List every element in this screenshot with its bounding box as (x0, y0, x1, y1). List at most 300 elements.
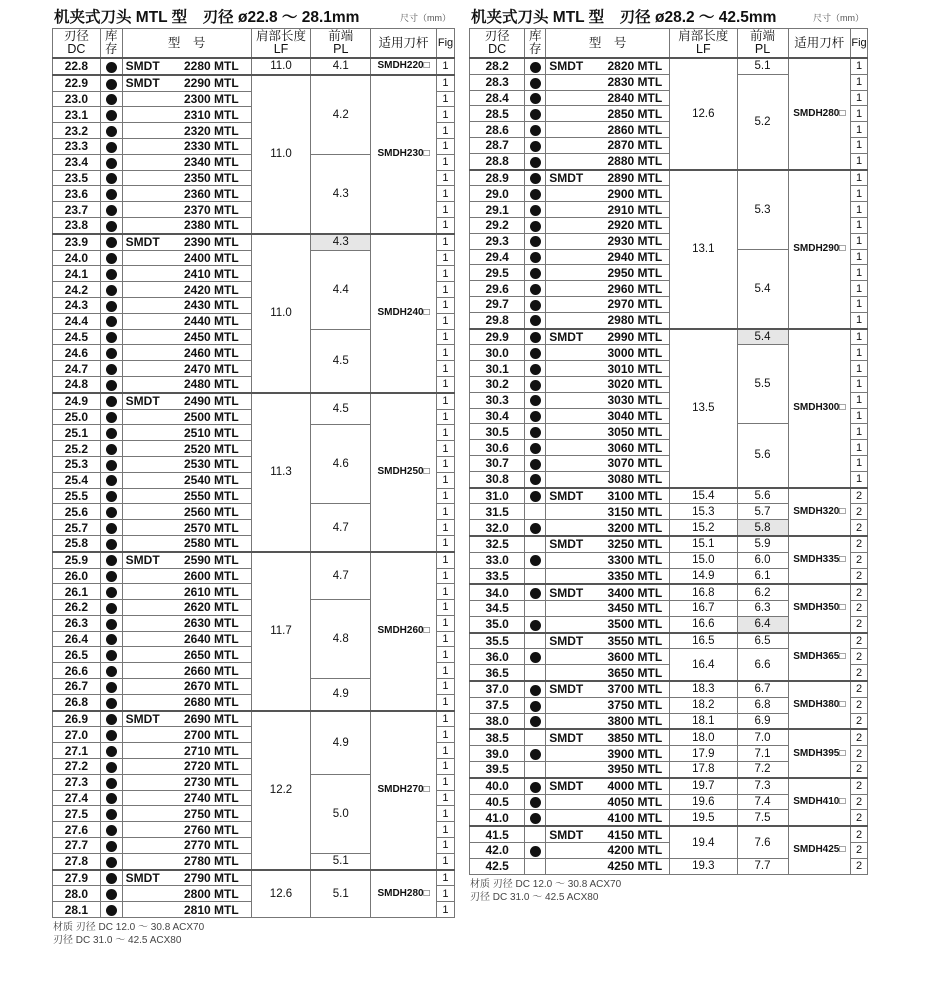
pl-cell: 7.3 (737, 778, 788, 794)
stock-cell (525, 552, 546, 568)
model-cell (546, 440, 670, 456)
stock-dot-icon (530, 315, 541, 326)
model-cell (122, 472, 251, 488)
model-cell (122, 488, 251, 504)
left-panel (52, 0, 455, 947)
model-cell (546, 616, 670, 632)
model-cell (122, 584, 251, 600)
model-cell (122, 441, 251, 457)
model-cell (546, 392, 670, 408)
model-number: 2970 MTL (607, 297, 663, 312)
fig-cell: 1 (851, 106, 868, 122)
dc-cell: 26.9 (53, 711, 101, 727)
stock-dot-icon (530, 588, 541, 599)
fig-cell: 1 (436, 727, 454, 743)
dc-cell: 24.8 (53, 376, 101, 392)
fig-cell: 1 (851, 58, 868, 74)
model-number: 2380 MTL (183, 218, 239, 233)
dc-cell: 29.9 (470, 329, 525, 345)
stock-dot-icon (530, 555, 541, 566)
stock-cell (100, 266, 122, 282)
stock-cell (100, 202, 122, 218)
model-cell (122, 727, 251, 743)
stock-dot-icon (106, 714, 117, 725)
note-line-1: 材质 刃径 DC 12.0 ～ 30.8 ACX70 (470, 878, 622, 890)
model-number: 2840 MTL (607, 90, 663, 105)
lf-cell: 16.6 (670, 616, 737, 632)
model-cell (122, 870, 251, 886)
dc-cell: 31.0 (470, 488, 525, 504)
dc-cell: 29.8 (470, 312, 525, 328)
pl-cell: 4.9 (311, 679, 371, 711)
fig-cell: 1 (436, 552, 454, 568)
fig-cell: 1 (851, 312, 868, 328)
model-number: 2610 MTL (183, 584, 239, 599)
stock-cell (100, 186, 122, 202)
model-number: 4000 MTL (607, 779, 663, 794)
stock-dot-icon (106, 889, 117, 900)
stock-cell (100, 759, 122, 775)
fig-cell: 1 (436, 838, 454, 854)
model-number: 3900 MTL (607, 746, 663, 761)
model-cell (122, 154, 251, 170)
fig-cell: 1 (436, 902, 454, 918)
holder-cell: SMDH350□ (788, 584, 851, 632)
model-cell (546, 746, 670, 762)
stock-dot-icon (106, 698, 117, 709)
dc-cell: 24.7 (53, 361, 101, 377)
table-body (470, 58, 868, 874)
header-fig: Fig (851, 29, 868, 59)
model-cell (122, 568, 251, 584)
model-number: 2960 MTL (607, 281, 663, 296)
table-row (470, 58, 868, 74)
holder-cell: SMDH250□ (371, 393, 437, 552)
model-number: 3600 MTL (607, 649, 663, 664)
stock-dot-icon (106, 205, 117, 216)
stock-dot-icon (530, 846, 541, 857)
dc-cell: 39.0 (470, 746, 525, 762)
model-prefix: SMDT (125, 76, 160, 91)
dc-cell: 27.5 (53, 806, 101, 822)
model-number: 2690 MTL (183, 712, 239, 727)
fig-cell: 1 (436, 504, 454, 520)
fig-cell: 1 (851, 471, 868, 487)
dc-cell: 27.6 (53, 822, 101, 838)
model-cell (546, 471, 670, 487)
pl-cell: 5.3 (737, 170, 788, 249)
stock-cell (525, 858, 546, 874)
dc-cell: 30.0 (470, 345, 525, 361)
dc-cell: 39.5 (470, 762, 525, 778)
lf-cell: 18.2 (670, 697, 737, 713)
model-cell (546, 74, 670, 90)
model-number: 2520 MTL (183, 441, 239, 456)
stock-dot-icon (106, 841, 117, 852)
fig-cell: 1 (436, 170, 454, 186)
stock-dot-icon (530, 332, 541, 343)
stock-dot-icon (106, 79, 117, 90)
model-number: 2550 MTL (183, 488, 239, 503)
model-cell (546, 843, 670, 859)
model-number: 3500 MTL (607, 617, 663, 632)
fig-cell: 1 (851, 137, 868, 153)
stock-dot-icon (530, 749, 541, 760)
stock-cell (525, 106, 546, 122)
model-number: 2720 MTL (183, 759, 239, 774)
model-cell (546, 762, 670, 778)
model-cell (546, 296, 670, 312)
model-cell (546, 90, 670, 106)
model-cell (122, 186, 251, 202)
stock-dot-icon (530, 268, 541, 279)
model-cell (546, 729, 670, 745)
stock-dot-icon (530, 443, 541, 454)
stock-cell (100, 170, 122, 186)
stock-dot-icon (530, 523, 541, 534)
stock-cell (100, 282, 122, 298)
model-cell (546, 858, 670, 874)
model-number: 2930 MTL (607, 234, 663, 249)
model-number: 2340 MTL (183, 155, 239, 170)
model-number: 2500 MTL (183, 409, 239, 424)
stock-cell (525, 778, 546, 794)
dc-cell: 28.5 (470, 106, 525, 122)
stock-dot-icon (106, 428, 117, 439)
model-number: 3550 MTL (607, 634, 663, 649)
stock-cell (100, 441, 122, 457)
stock-cell (525, 249, 546, 265)
dc-cell: 31.5 (470, 504, 525, 520)
model-number: 3020 MTL (607, 377, 663, 392)
holder-cell: SMDH280□ (371, 870, 437, 918)
model-number: 2600 MTL (183, 568, 239, 583)
stock-dot-icon (106, 173, 117, 184)
dc-cell: 25.2 (53, 441, 101, 457)
header-stock: 库 存 (525, 29, 546, 59)
holder-cell: SMDH335□ (788, 536, 851, 584)
stock-dot-icon (106, 301, 117, 312)
holder-cell: SMDH220□ (371, 58, 437, 75)
lf-cell: 17.8 (670, 762, 737, 778)
model-number: 2730 MTL (183, 775, 239, 790)
model-number: 2440 MTL (183, 314, 239, 329)
model-cell (546, 122, 670, 138)
header-pl: 前端 PL (311, 29, 371, 59)
dc-cell: 30.5 (470, 424, 525, 440)
fig-cell: 2 (851, 488, 868, 504)
model-number: 2390 MTL (183, 235, 239, 250)
model-cell (122, 409, 251, 425)
stock-dot-icon (530, 236, 541, 247)
model-number: 3850 MTL (607, 730, 663, 745)
fig-cell: 1 (436, 774, 454, 790)
stock-cell (100, 361, 122, 377)
fig-cell: 2 (851, 729, 868, 745)
stock-dot-icon (106, 619, 117, 630)
fig-cell: 2 (851, 746, 868, 762)
stock-cell (525, 826, 546, 842)
pl-cell: 7.5 (737, 810, 788, 826)
table-row (470, 729, 868, 745)
header-holder: 适用刀杆 (788, 29, 851, 59)
dc-cell: 27.3 (53, 774, 101, 790)
lf-cell: 16.8 (670, 584, 737, 600)
stock-cell (525, 713, 546, 729)
dc-cell: 26.0 (53, 568, 101, 584)
stock-cell (525, 601, 546, 617)
stock-cell (100, 694, 122, 710)
fig-cell: 2 (851, 536, 868, 552)
fig-cell: 1 (851, 408, 868, 424)
model-cell (122, 170, 251, 186)
model-cell (546, 345, 670, 361)
header-dc: 刃径 DC (470, 29, 525, 59)
stock-cell (100, 822, 122, 838)
stock-dot-icon (530, 252, 541, 263)
lf-cell: 19.3 (670, 858, 737, 874)
pl-cell: 7.2 (737, 762, 788, 778)
stock-cell (525, 746, 546, 762)
stock-cell (100, 123, 122, 139)
model-cell (122, 75, 251, 91)
stock-dot-icon (530, 125, 541, 136)
fig-cell: 2 (851, 794, 868, 810)
fig-cell: 1 (436, 822, 454, 838)
stock-dot-icon (530, 205, 541, 216)
stock-dot-icon (530, 716, 541, 727)
model-cell (546, 217, 670, 233)
model-cell (546, 778, 670, 794)
model-prefix: SMDT (549, 488, 584, 503)
dc-cell: 23.7 (53, 202, 101, 218)
model-cell (546, 376, 670, 392)
stock-cell (525, 843, 546, 859)
model-cell (122, 250, 251, 266)
pl-cell: 6.9 (737, 713, 788, 729)
model-cell (546, 233, 670, 249)
model-prefix: SMDT (549, 59, 584, 74)
dc-cell: 24.9 (53, 393, 101, 409)
model-number: 2400 MTL (183, 250, 239, 265)
lf-cell: 18.0 (670, 729, 737, 745)
stock-dot-icon (106, 523, 117, 534)
fig-cell: 2 (851, 826, 868, 842)
dc-cell: 33.0 (470, 552, 525, 568)
fig-cell: 2 (851, 665, 868, 681)
stock-cell (100, 568, 122, 584)
stock-cell (100, 58, 122, 75)
fig-cell: 1 (851, 233, 868, 249)
header-holder: 适用刀杆 (371, 29, 437, 59)
pl-cell: 5.4 (737, 329, 788, 345)
lf-cell: 18.3 (670, 681, 737, 697)
stock-cell (525, 329, 546, 345)
stock-cell (100, 154, 122, 170)
stock-cell (525, 296, 546, 312)
model-number: 2680 MTL (183, 695, 239, 710)
model-number: 2750 MTL (183, 806, 239, 821)
fig-cell: 1 (851, 376, 868, 392)
table-row (470, 584, 868, 600)
lf-cell: 18.1 (670, 713, 737, 729)
model-cell (546, 536, 670, 552)
lf-cell: 12.6 (670, 58, 737, 170)
model-cell (122, 266, 251, 282)
stock-cell (100, 806, 122, 822)
table-row (53, 870, 455, 886)
model-cell (546, 649, 670, 665)
fig-cell: 2 (851, 552, 868, 568)
pl-cell: 4.9 (311, 711, 371, 775)
stock-dot-icon (106, 603, 117, 614)
model-number: 2320 MTL (183, 123, 239, 138)
dc-cell: 23.8 (53, 217, 101, 233)
stock-cell (525, 265, 546, 281)
dc-cell: 26.8 (53, 694, 101, 710)
stock-dot-icon (106, 348, 117, 359)
fig-cell: 1 (436, 58, 454, 75)
dc-cell: 25.8 (53, 535, 101, 551)
stock-cell (100, 217, 122, 233)
fig-cell: 1 (436, 282, 454, 298)
model-cell (122, 456, 251, 472)
panel-header (469, 0, 868, 28)
dc-cell: 28.6 (470, 122, 525, 138)
fig-cell: 1 (436, 679, 454, 695)
stock-dot-icon (530, 284, 541, 295)
fig-cell: 1 (436, 441, 454, 457)
model-number: 2870 MTL (607, 138, 663, 153)
stock-cell (100, 679, 122, 695)
model-prefix: SMDT (549, 585, 584, 600)
dc-cell: 24.3 (53, 297, 101, 313)
header-model: 型 号 (122, 29, 251, 59)
dc-cell: 28.7 (470, 137, 525, 153)
model-number: 2350 MTL (183, 170, 239, 185)
model-cell (122, 138, 251, 154)
lf-cell: 15.0 (670, 552, 737, 568)
table-row (53, 552, 455, 568)
model-number: 4100 MTL (607, 810, 663, 825)
model-prefix: SMDT (549, 827, 584, 842)
model-cell (546, 249, 670, 265)
fig-cell: 1 (436, 663, 454, 679)
model-cell (546, 488, 670, 504)
dc-cell: 38.0 (470, 713, 525, 729)
model-number: 2780 MTL (183, 854, 239, 869)
fig-cell: 1 (436, 107, 454, 123)
model-cell (122, 774, 251, 790)
stock-dot-icon (106, 762, 117, 773)
model-cell (546, 137, 670, 153)
model-number: 3030 MTL (607, 393, 663, 408)
model-cell (122, 107, 251, 123)
lf-cell: 14.9 (670, 568, 737, 584)
fig-cell: 2 (851, 697, 868, 713)
fig-cell: 1 (851, 424, 868, 440)
fig-cell: 1 (851, 392, 868, 408)
dc-cell: 28.4 (470, 90, 525, 106)
model-cell (546, 697, 670, 713)
pl-cell: 6.7 (737, 681, 788, 697)
stock-dot-icon (530, 173, 541, 184)
stock-dot-icon (106, 444, 117, 455)
model-number: 2480 MTL (183, 377, 239, 392)
stock-dot-icon (530, 620, 541, 631)
dc-cell: 27.2 (53, 759, 101, 775)
model-number: 2570 MTL (183, 520, 239, 535)
fig-cell: 1 (851, 90, 868, 106)
model-cell (122, 58, 251, 75)
stock-cell (525, 58, 546, 74)
fig-cell: 1 (436, 250, 454, 266)
model-cell (122, 694, 251, 710)
fig-cell: 2 (851, 778, 868, 794)
model-number: 2700 MTL (183, 727, 239, 742)
pl-cell: 4.3 (311, 234, 371, 250)
fig-cell: 1 (436, 694, 454, 710)
unit-label: 尺寸（mm） (400, 13, 451, 23)
dc-cell: 26.1 (53, 584, 101, 600)
model-cell (122, 217, 251, 233)
stock-cell (525, 345, 546, 361)
pl-cell: 5.1 (311, 870, 371, 918)
model-number: 3300 MTL (607, 553, 663, 568)
stock-cell (100, 107, 122, 123)
model-number: 2880 MTL (607, 154, 663, 169)
stock-dot-icon (106, 793, 117, 804)
stock-cell (525, 376, 546, 392)
dc-cell: 27.1 (53, 743, 101, 759)
model-number: 2890 MTL (607, 170, 663, 185)
holder-cell: SMDH300□ (788, 329, 851, 488)
stock-cell (525, 794, 546, 810)
table-row (53, 75, 455, 91)
fig-cell: 2 (851, 649, 868, 665)
pl-cell: 5.6 (737, 488, 788, 504)
fig-cell: 1 (436, 234, 454, 250)
fig-cell: 1 (436, 870, 454, 886)
stock-dot-icon (106, 110, 117, 121)
fig-cell: 1 (436, 647, 454, 663)
model-cell (122, 393, 251, 409)
table-row (470, 633, 868, 649)
table-header (470, 29, 868, 59)
dc-cell: 30.3 (470, 392, 525, 408)
dc-cell: 27.7 (53, 838, 101, 854)
stock-cell (100, 886, 122, 902)
fig-cell: 1 (436, 472, 454, 488)
fig-cell: 1 (436, 853, 454, 869)
fig-cell: 1 (436, 123, 454, 139)
fig-cell: 2 (851, 713, 868, 729)
stock-dot-icon (106, 666, 117, 677)
lf-cell: 12.6 (251, 870, 311, 918)
holder-cell: SMDH395□ (788, 729, 851, 777)
stock-cell (525, 488, 546, 504)
stock-dot-icon (106, 873, 117, 884)
model-prefix: SMDT (549, 537, 584, 552)
fig-cell: 1 (436, 393, 454, 409)
stock-dot-icon (530, 364, 541, 375)
model-number: 4050 MTL (607, 795, 663, 810)
stock-dot-icon (106, 332, 117, 343)
model-number: 4200 MTL (607, 843, 663, 858)
pl-cell: 6.0 (737, 552, 788, 568)
pl-cell: 5.6 (737, 424, 788, 488)
model-cell (122, 313, 251, 329)
